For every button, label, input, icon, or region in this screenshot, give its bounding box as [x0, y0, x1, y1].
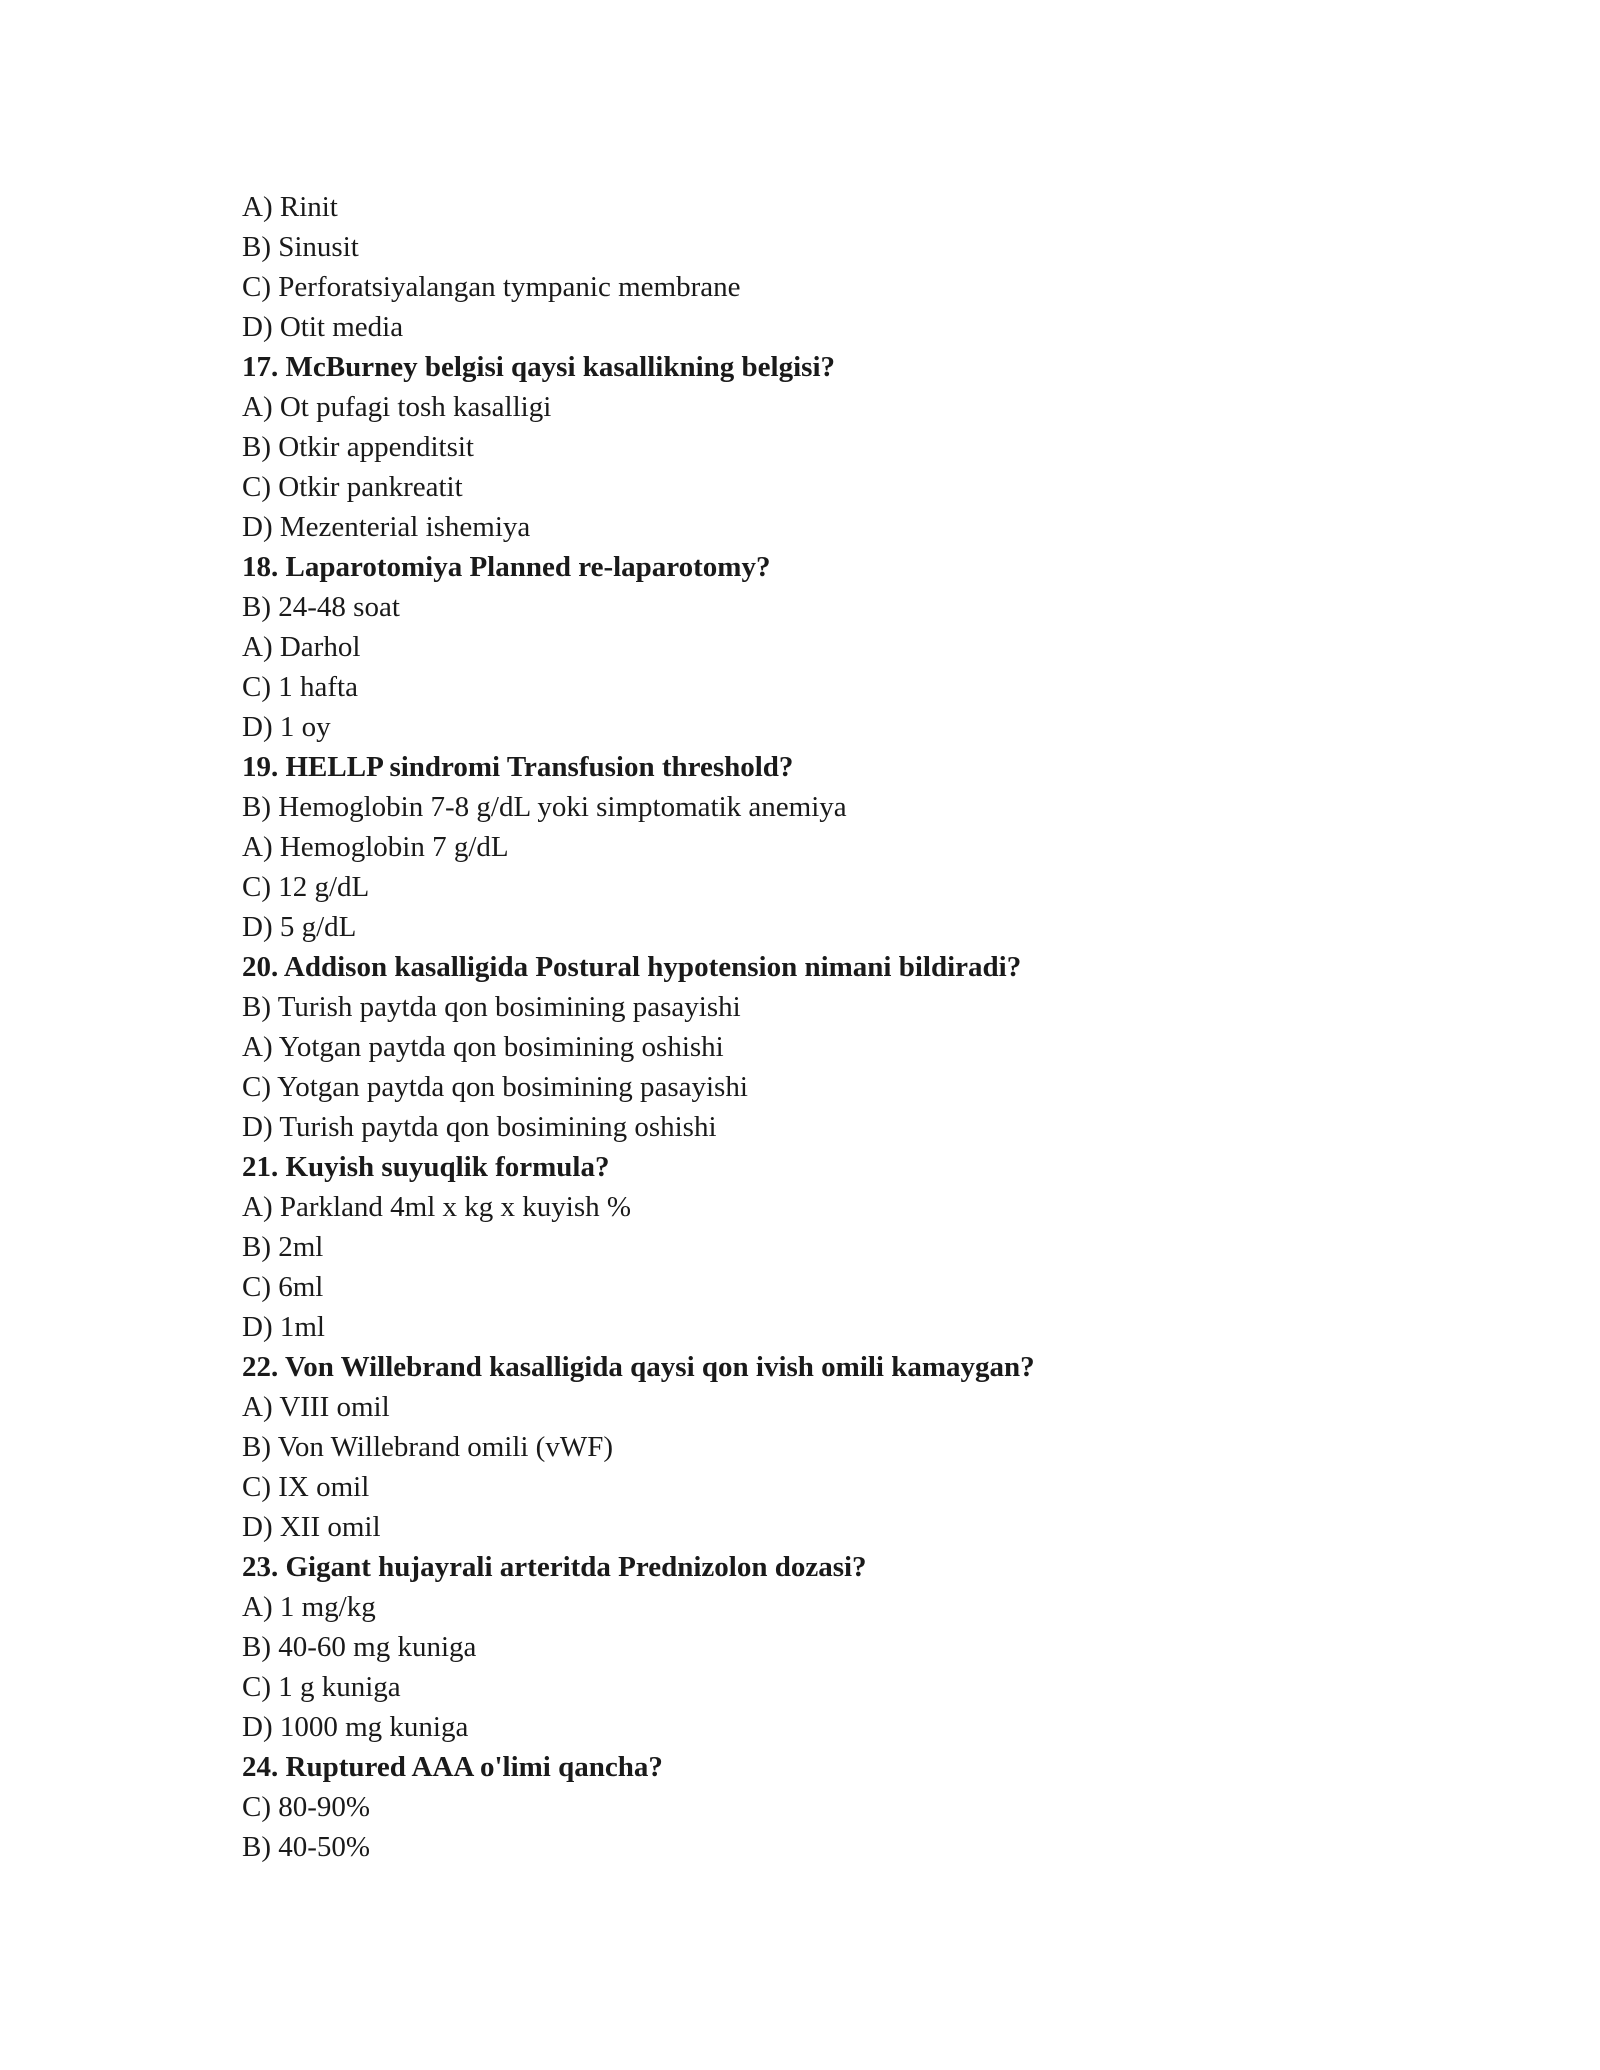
option-line: B) Hemoglobin 7-8 g/dL yoki simptomatik anemiya — [242, 791, 847, 823]
document-content — [242, 187, 1392, 1867]
option-line: A) 1 mg/kg — [242, 1591, 376, 1623]
option-line: C) 1 g kuniga — [242, 1671, 401, 1703]
option-line: D) Turish paytda qon bosimining oshishi — [242, 1111, 717, 1143]
question-title: 20. Addison kasalligida Postural hypotension nimani bildiradi? — [242, 951, 1022, 983]
question-block-17 — [242, 347, 1392, 547]
option-line: B) Otkir appenditsit — [242, 431, 474, 463]
option-line: D) 1 oy — [242, 711, 331, 743]
question-block-22 — [242, 1347, 1392, 1547]
question-title: 24. Ruptured AAA o'limi qancha? — [242, 1751, 663, 1783]
option-line: C) Perforatsiyalangan tympanic membrane — [242, 271, 741, 303]
option-line: C) IX omil — [242, 1471, 370, 1503]
option-line: C) 6ml — [242, 1271, 324, 1303]
question-block-23 — [242, 1547, 1392, 1747]
question-title: 18. Laparotomiya Planned re-laparotomy? — [242, 551, 771, 583]
option-line: A) Yotgan paytda qon bosimining oshishi — [242, 1031, 724, 1063]
option-line: D) XII omil — [242, 1511, 381, 1543]
question-title: 23. Gigant hujayrali arteritda Prednizolon dozasi? — [242, 1551, 867, 1583]
leading-options — [242, 187, 1392, 347]
option-line: B) 40-60 mg kuniga — [242, 1631, 477, 1663]
option-line: B) 40-50% — [242, 1831, 371, 1863]
question-title: 19. HELLP sindromi Transfusion threshold? — [242, 751, 794, 783]
option-line: C) Otkir pankreatit — [242, 471, 463, 503]
option-line: A) VIII omil — [242, 1391, 390, 1423]
option-line: B) Turish paytda qon bosimining pasayishi — [242, 991, 741, 1023]
question-title: 21. Kuyish suyuqlik formula? — [242, 1151, 610, 1183]
option-line: C) 80-90% — [242, 1791, 371, 1823]
option-line: A) Rinit — [242, 191, 338, 223]
option-line: C) 12 g/dL — [242, 871, 370, 903]
question-block-18 — [242, 547, 1392, 747]
option-line: B) Sinusit — [242, 231, 359, 263]
question-block-24 — [242, 1747, 1392, 1867]
question-block-20 — [242, 947, 1392, 1147]
option-line: A) Parkland 4ml x kg x kuyish % — [242, 1191, 632, 1223]
question-block-19 — [242, 747, 1392, 947]
option-line: A) Hemoglobin 7 g/dL — [242, 831, 509, 863]
question-title: 17. McBurney belgisi qaysi kasallikning belgisi? — [242, 351, 835, 383]
question-block-21 — [242, 1147, 1392, 1347]
option-line: D) 1ml — [242, 1311, 325, 1343]
option-line: B) 24-48 soat — [242, 591, 400, 623]
option-line: D) 1000 mg kuniga — [242, 1711, 469, 1743]
option-line: B) Von Willebrand omili (vWF) — [242, 1431, 613, 1463]
option-line: C) 1 hafta — [242, 671, 358, 703]
option-line: D) Otit media — [242, 311, 404, 343]
option-line: D) 5 g/dL — [242, 911, 357, 943]
option-line: B) 2ml — [242, 1231, 324, 1263]
option-line: A) Darhol — [242, 631, 361, 663]
option-line: A) Ot pufagi tosh kasalligi — [242, 391, 552, 423]
question-title: 22. Von Willebrand kasalligida qaysi qon ivish omili kamaygan? — [242, 1351, 1035, 1383]
option-line: D) Mezenterial ishemiya — [242, 511, 531, 543]
option-line: C) Yotgan paytda qon bosimining pasayishi — [242, 1071, 748, 1103]
